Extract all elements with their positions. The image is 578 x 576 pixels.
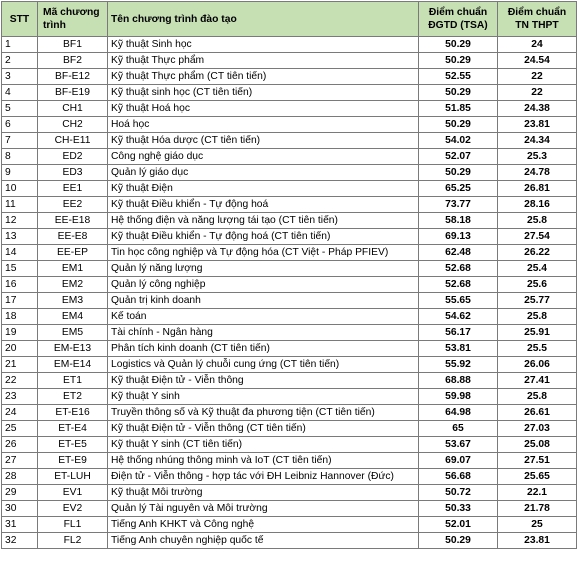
cell-program-name: Kỹ thuật Hóa dược (CT tiên tiến) bbox=[108, 133, 419, 149]
cell-program-name: Hoá học bbox=[108, 117, 419, 133]
table-row bbox=[2, 261, 577, 277]
cell-program-name: Công nghệ giáo dục bbox=[108, 149, 419, 165]
cell-tsa-score: 69.13 bbox=[419, 229, 498, 245]
cell-stt: 1 bbox=[2, 37, 38, 53]
table-row bbox=[2, 37, 577, 53]
cell-thpt-score: 25 bbox=[498, 517, 577, 533]
cell-program-name: Quản trị kinh doanh bbox=[108, 293, 419, 309]
table-row bbox=[2, 245, 577, 261]
table-row bbox=[2, 341, 577, 357]
cell-tsa-score: 50.29 bbox=[419, 85, 498, 101]
cell-program-code: EE-E18 bbox=[38, 213, 108, 229]
cell-tsa-score: 65.25 bbox=[419, 181, 498, 197]
cell-program-code: ET-LUH bbox=[38, 469, 108, 485]
cell-tsa-score: 51.85 bbox=[419, 101, 498, 117]
cell-stt: 32 bbox=[2, 533, 38, 549]
cell-program-code: EM4 bbox=[38, 309, 108, 325]
cell-program-code: EE2 bbox=[38, 197, 108, 213]
cell-tsa-score: 50.29 bbox=[419, 165, 498, 181]
table-body bbox=[2, 37, 577, 549]
cell-program-code: EM-E13 bbox=[38, 341, 108, 357]
cell-tsa-score: 73.77 bbox=[419, 197, 498, 213]
cell-stt: 16 bbox=[2, 277, 38, 293]
cell-program-name: Tin học công nghiệp và Tự động hóa (CT Việt - Pháp PFIEV) bbox=[108, 245, 419, 261]
cell-program-code: EM3 bbox=[38, 293, 108, 309]
cell-program-code: BF2 bbox=[38, 53, 108, 69]
cell-program-name: Tiếng Anh KHKT và Công nghệ bbox=[108, 517, 419, 533]
cell-stt: 12 bbox=[2, 213, 38, 229]
cell-tsa-score: 65 bbox=[419, 421, 498, 437]
table-row bbox=[2, 325, 577, 341]
cell-tsa-score: 50.29 bbox=[419, 117, 498, 133]
cell-program-code: FL2 bbox=[38, 533, 108, 549]
cell-tsa-score: 52.68 bbox=[419, 261, 498, 277]
cell-thpt-score: 22 bbox=[498, 69, 577, 85]
cell-stt: 22 bbox=[2, 373, 38, 389]
table-row bbox=[2, 133, 577, 149]
cell-program-name: Tài chính - Ngân hàng bbox=[108, 325, 419, 341]
cell-program-name: Kỹ thuật sinh học (CT tiên tiến) bbox=[108, 85, 419, 101]
cell-tsa-score: 54.02 bbox=[419, 133, 498, 149]
cell-thpt-score: 24.34 bbox=[498, 133, 577, 149]
cell-tsa-score: 64.98 bbox=[419, 405, 498, 421]
cell-program-name: Tiếng Anh chuyên nghiệp quốc tế bbox=[108, 533, 419, 549]
cell-program-name: Kỹ thuật Môi trường bbox=[108, 485, 419, 501]
cell-thpt-score: 25.8 bbox=[498, 309, 577, 325]
table-row bbox=[2, 501, 577, 517]
cell-program-code: ET-E4 bbox=[38, 421, 108, 437]
cell-thpt-score: 27.51 bbox=[498, 453, 577, 469]
cell-thpt-score: 25.5 bbox=[498, 341, 577, 357]
cell-stt: 27 bbox=[2, 453, 38, 469]
cell-thpt-score: 26.61 bbox=[498, 405, 577, 421]
cell-stt: 5 bbox=[2, 101, 38, 117]
cell-tsa-score: 68.88 bbox=[419, 373, 498, 389]
cell-tsa-score: 55.65 bbox=[419, 293, 498, 309]
cell-tsa-score: 56.17 bbox=[419, 325, 498, 341]
cell-thpt-score: 25.3 bbox=[498, 149, 577, 165]
table-row bbox=[2, 229, 577, 245]
cell-program-name: Kỹ thuật Thực phẩm bbox=[108, 53, 419, 69]
score-table-container bbox=[1, 1, 576, 549]
cell-program-code: CH-E11 bbox=[38, 133, 108, 149]
cell-tsa-score: 56.68 bbox=[419, 469, 498, 485]
table-row bbox=[2, 517, 577, 533]
cell-thpt-score: 27.03 bbox=[498, 421, 577, 437]
cell-stt: 8 bbox=[2, 149, 38, 165]
cell-program-code: ED3 bbox=[38, 165, 108, 181]
cell-stt: 13 bbox=[2, 229, 38, 245]
cell-program-name: Hệ thống điện và năng lượng tái tạo (CT tiên tiến) bbox=[108, 213, 419, 229]
admission-score-table bbox=[1, 1, 577, 549]
cell-stt: 10 bbox=[2, 181, 38, 197]
cell-program-name: Truyền thông số và Kỹ thuật đa phương tiện (CT tiên tiến) bbox=[108, 405, 419, 421]
table-row bbox=[2, 533, 577, 549]
cell-tsa-score: 52.55 bbox=[419, 69, 498, 85]
cell-program-code: EE-EP bbox=[38, 245, 108, 261]
cell-thpt-score: 25.77 bbox=[498, 293, 577, 309]
cell-program-code: ET-E5 bbox=[38, 437, 108, 453]
cell-program-name: Kỹ thuật Điều khiển - Tự động hoá bbox=[108, 197, 419, 213]
header-tsa-score: Điểm chuẩn ĐGTD (TSA) bbox=[419, 2, 498, 37]
cell-thpt-score: 27.54 bbox=[498, 229, 577, 245]
cell-program-name: Hệ thống nhúng thông minh và IoT (CT tiên tiến) bbox=[108, 453, 419, 469]
table-row bbox=[2, 53, 577, 69]
cell-stt: 21 bbox=[2, 357, 38, 373]
cell-program-name: Quản lý Tài nguyên và Môi trường bbox=[108, 501, 419, 517]
cell-stt: 15 bbox=[2, 261, 38, 277]
cell-stt: 14 bbox=[2, 245, 38, 261]
cell-program-name: Kỹ thuật Điện bbox=[108, 181, 419, 197]
cell-program-code: EE1 bbox=[38, 181, 108, 197]
cell-thpt-score: 24.38 bbox=[498, 101, 577, 117]
table-row bbox=[2, 165, 577, 181]
cell-tsa-score: 62.48 bbox=[419, 245, 498, 261]
table-row bbox=[2, 117, 577, 133]
header-program-code: Mã chương trình bbox=[38, 2, 108, 37]
cell-program-name: Quản lý công nghiệp bbox=[108, 277, 419, 293]
table-row bbox=[2, 405, 577, 421]
cell-program-code: EV1 bbox=[38, 485, 108, 501]
table-row bbox=[2, 181, 577, 197]
cell-program-name: Kỹ thuật Sinh học bbox=[108, 37, 419, 53]
cell-stt: 20 bbox=[2, 341, 38, 357]
cell-tsa-score: 53.81 bbox=[419, 341, 498, 357]
cell-stt: 31 bbox=[2, 517, 38, 533]
cell-program-name: Kỹ thuật Điều khiển - Tự động hoá (CT tiên tiến) bbox=[108, 229, 419, 245]
cell-thpt-score: 28.16 bbox=[498, 197, 577, 213]
cell-stt: 6 bbox=[2, 117, 38, 133]
cell-program-name: Quản lý năng lượng bbox=[108, 261, 419, 277]
cell-program-code: EM2 bbox=[38, 277, 108, 293]
table-row bbox=[2, 389, 577, 405]
cell-program-name: Điện tử - Viễn thông - hợp tác với ĐH Leibniz Hannover (Đức) bbox=[108, 469, 419, 485]
cell-stt: 30 bbox=[2, 501, 38, 517]
cell-tsa-score: 59.98 bbox=[419, 389, 498, 405]
table-row bbox=[2, 421, 577, 437]
cell-thpt-score: 24.78 bbox=[498, 165, 577, 181]
cell-tsa-score: 50.29 bbox=[419, 533, 498, 549]
cell-thpt-score: 21.78 bbox=[498, 501, 577, 517]
cell-program-code: BF-E19 bbox=[38, 85, 108, 101]
cell-stt: 4 bbox=[2, 85, 38, 101]
table-row bbox=[2, 101, 577, 117]
cell-stt: 3 bbox=[2, 69, 38, 85]
table-row bbox=[2, 309, 577, 325]
cell-stt: 26 bbox=[2, 437, 38, 453]
cell-stt: 17 bbox=[2, 293, 38, 309]
cell-stt: 11 bbox=[2, 197, 38, 213]
table-row bbox=[2, 469, 577, 485]
cell-thpt-score: 23.81 bbox=[498, 117, 577, 133]
cell-thpt-score: 25.65 bbox=[498, 469, 577, 485]
header-stt: STT bbox=[2, 2, 38, 37]
table-row bbox=[2, 213, 577, 229]
cell-tsa-score: 54.62 bbox=[419, 309, 498, 325]
table-row bbox=[2, 453, 577, 469]
cell-thpt-score: 25.8 bbox=[498, 389, 577, 405]
cell-program-code: EV2 bbox=[38, 501, 108, 517]
header-thpt-score: Điểm chuẩn TN THPT bbox=[498, 2, 577, 37]
cell-program-code: ED2 bbox=[38, 149, 108, 165]
cell-program-name: Kỹ thuật Thực phẩm (CT tiên tiến) bbox=[108, 69, 419, 85]
cell-tsa-score: 53.67 bbox=[419, 437, 498, 453]
cell-thpt-score: 26.06 bbox=[498, 357, 577, 373]
cell-tsa-score: 50.72 bbox=[419, 485, 498, 501]
table-header-row bbox=[2, 2, 577, 37]
cell-program-code: FL1 bbox=[38, 517, 108, 533]
cell-tsa-score: 69.07 bbox=[419, 453, 498, 469]
cell-thpt-score: 24.54 bbox=[498, 53, 577, 69]
cell-thpt-score: 24 bbox=[498, 37, 577, 53]
cell-thpt-score: 22 bbox=[498, 85, 577, 101]
cell-tsa-score: 52.68 bbox=[419, 277, 498, 293]
cell-tsa-score: 55.92 bbox=[419, 357, 498, 373]
cell-tsa-score: 50.29 bbox=[419, 37, 498, 53]
cell-program-name: Phân tích kinh doanh (CT tiên tiến) bbox=[108, 341, 419, 357]
cell-thpt-score: 23.81 bbox=[498, 533, 577, 549]
cell-program-name: Kỹ thuật Hoá học bbox=[108, 101, 419, 117]
cell-thpt-score: 26.81 bbox=[498, 181, 577, 197]
cell-program-code: EM1 bbox=[38, 261, 108, 277]
cell-program-name: Kế toán bbox=[108, 309, 419, 325]
cell-stt: 28 bbox=[2, 469, 38, 485]
cell-program-code: EE-E8 bbox=[38, 229, 108, 245]
cell-thpt-score: 25.91 bbox=[498, 325, 577, 341]
cell-stt: 19 bbox=[2, 325, 38, 341]
table-row bbox=[2, 437, 577, 453]
cell-program-name: Kỹ thuật Y sinh bbox=[108, 389, 419, 405]
cell-program-code: BF1 bbox=[38, 37, 108, 53]
table-row bbox=[2, 357, 577, 373]
cell-tsa-score: 52.07 bbox=[419, 149, 498, 165]
cell-program-name: Kỹ thuật Điện tử - Viễn thông bbox=[108, 373, 419, 389]
cell-stt: 24 bbox=[2, 405, 38, 421]
table-row bbox=[2, 149, 577, 165]
cell-thpt-score: 25.8 bbox=[498, 213, 577, 229]
cell-thpt-score: 22.1 bbox=[498, 485, 577, 501]
cell-program-code: ET-E9 bbox=[38, 453, 108, 469]
cell-stt: 7 bbox=[2, 133, 38, 149]
table-row bbox=[2, 277, 577, 293]
cell-program-code: CH2 bbox=[38, 117, 108, 133]
table-row bbox=[2, 69, 577, 85]
cell-program-code: EM5 bbox=[38, 325, 108, 341]
cell-tsa-score: 50.29 bbox=[419, 53, 498, 69]
cell-thpt-score: 25.08 bbox=[498, 437, 577, 453]
cell-stt: 2 bbox=[2, 53, 38, 69]
cell-program-code: ET1 bbox=[38, 373, 108, 389]
cell-program-name: Quản lý giáo dục bbox=[108, 165, 419, 181]
cell-program-code: ET2 bbox=[38, 389, 108, 405]
cell-tsa-score: 52.01 bbox=[419, 517, 498, 533]
cell-thpt-score: 27.41 bbox=[498, 373, 577, 389]
cell-program-name: Kỹ thuật Y sinh (CT tiên tiến) bbox=[108, 437, 419, 453]
cell-program-code: BF-E12 bbox=[38, 69, 108, 85]
cell-stt: 29 bbox=[2, 485, 38, 501]
cell-stt: 18 bbox=[2, 309, 38, 325]
cell-program-name: Kỹ thuật Điện tử - Viễn thông (CT tiên tiến) bbox=[108, 421, 419, 437]
cell-stt: 25 bbox=[2, 421, 38, 437]
cell-program-code: CH1 bbox=[38, 101, 108, 117]
cell-thpt-score: 25.6 bbox=[498, 277, 577, 293]
table-row bbox=[2, 373, 577, 389]
cell-program-code: ET-E16 bbox=[38, 405, 108, 421]
cell-program-code: EM-E14 bbox=[38, 357, 108, 373]
header-program-name: Tên chương trình đào tạo bbox=[108, 2, 419, 37]
cell-tsa-score: 58.18 bbox=[419, 213, 498, 229]
table-row bbox=[2, 197, 577, 213]
table-row bbox=[2, 293, 577, 309]
table-row bbox=[2, 85, 577, 101]
cell-stt: 23 bbox=[2, 389, 38, 405]
cell-program-name: Logistics và Quản lý chuỗi cung ứng (CT tiên tiến) bbox=[108, 357, 419, 373]
cell-thpt-score: 26.22 bbox=[498, 245, 577, 261]
cell-tsa-score: 50.33 bbox=[419, 501, 498, 517]
cell-thpt-score: 25.4 bbox=[498, 261, 577, 277]
table-row bbox=[2, 485, 577, 501]
cell-stt: 9 bbox=[2, 165, 38, 181]
